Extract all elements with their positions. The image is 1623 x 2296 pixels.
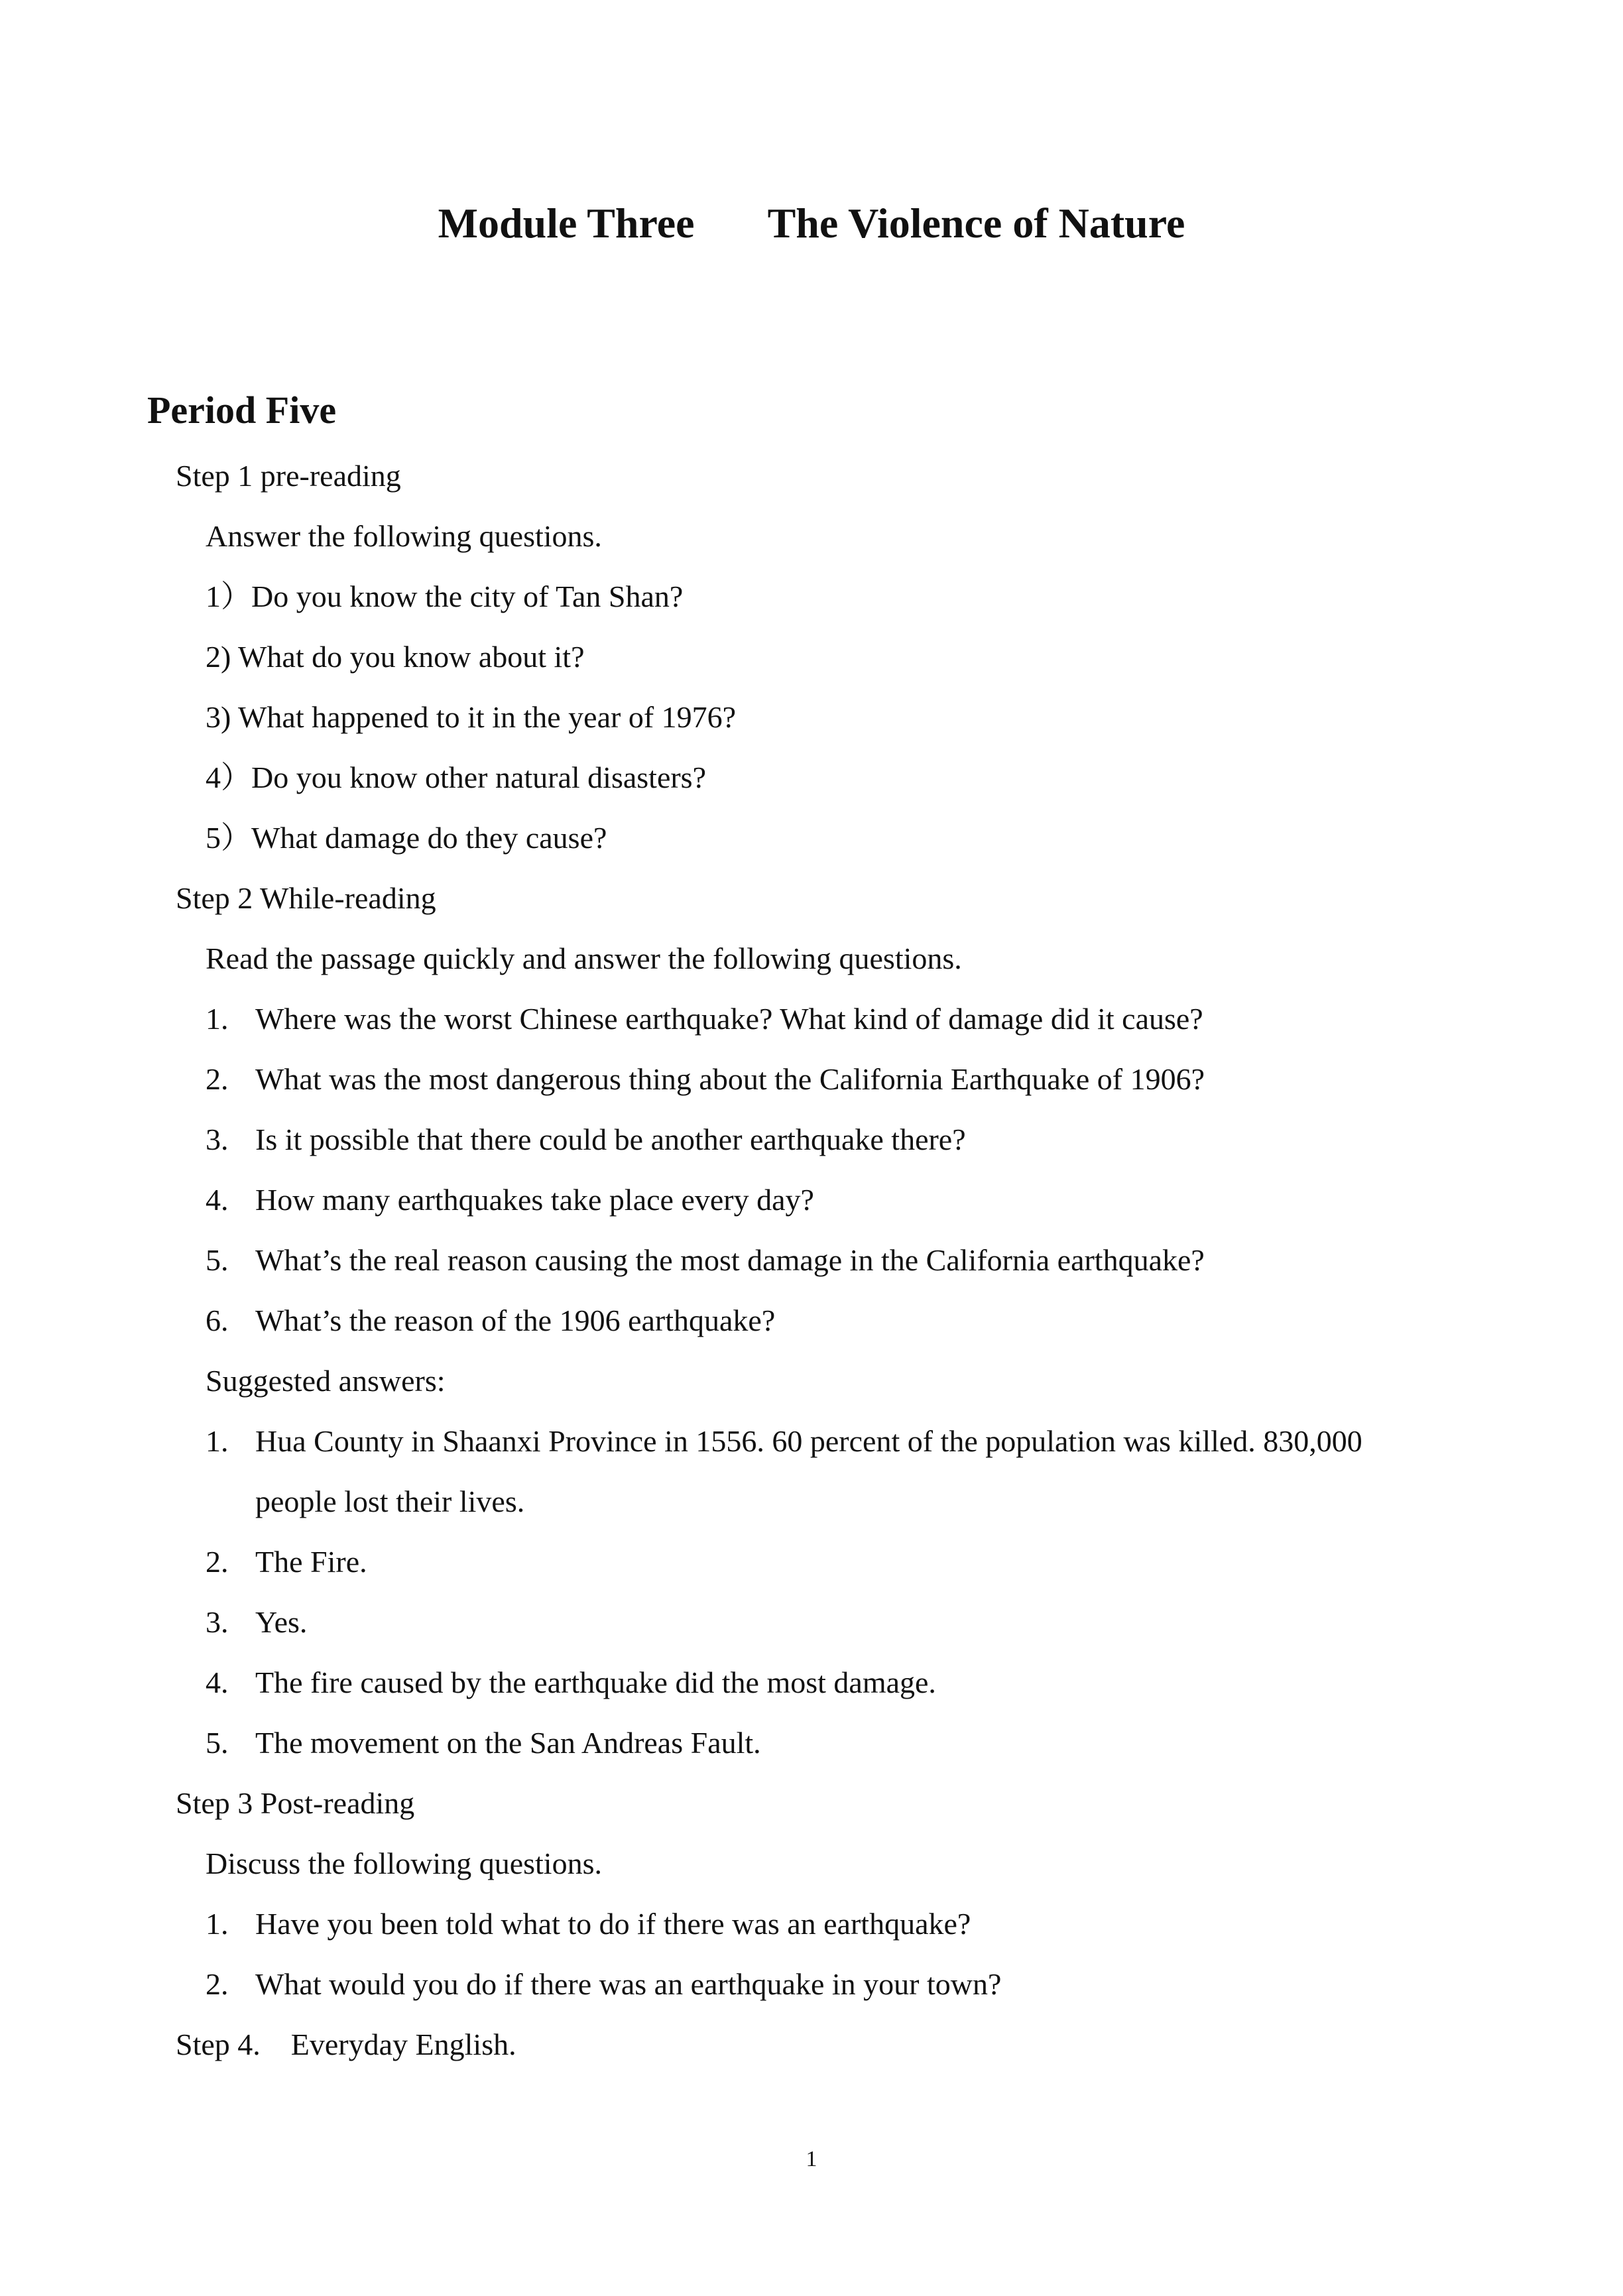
step2-question-text: How many earthquakes take place every day? bbox=[255, 1183, 814, 1217]
step2-question-number: 1. bbox=[206, 1002, 229, 1036]
step1-question: 3) What happened to it in the year of 1976? bbox=[206, 700, 737, 734]
answer-text: Hua County in Shaanxi Province in 1556. 60 percent of the population was killed. 830,000 bbox=[255, 1424, 1362, 1458]
answer-text: The Fire. bbox=[255, 1545, 367, 1579]
step2-question-text: What’s the real reason causing the most damage in the California earthquake? bbox=[255, 1243, 1205, 1277]
step2-question-number: 4. bbox=[206, 1183, 229, 1217]
document-title bbox=[0, 199, 1623, 248]
step1-heading: Step 1 pre-reading bbox=[176, 459, 401, 493]
title-module: Module Three bbox=[438, 200, 695, 247]
step2-question-text: What was the most dangerous thing about the California Earthquake of 1906? bbox=[255, 1062, 1205, 1096]
step3-heading: Step 3 Post-reading bbox=[176, 1786, 415, 1820]
step3-question-number: 1. bbox=[206, 1907, 229, 1941]
answer-number: 3. bbox=[206, 1605, 229, 1639]
answer-number: 1. bbox=[206, 1424, 229, 1458]
step2-question-number: 6. bbox=[206, 1303, 229, 1337]
step3-question-number: 2. bbox=[206, 1967, 229, 2001]
step2-question-text: What’s the reason of the 1906 earthquake? bbox=[255, 1303, 776, 1337]
step4-heading: Step 4. Everyday English. bbox=[176, 2027, 516, 2061]
step1-question: 4）Do you know other natural disasters? bbox=[206, 760, 707, 794]
period-heading: Period Five bbox=[147, 389, 337, 432]
answer-number: 2. bbox=[206, 1545, 229, 1579]
step2-question-number: 2. bbox=[206, 1062, 229, 1096]
step2-heading: Step 2 While-reading bbox=[176, 881, 436, 915]
step2-question-text: Is it possible that there could be another earthquake there? bbox=[255, 1122, 966, 1156]
answer-text: The fire caused by the earthquake did the most damage. bbox=[255, 1665, 936, 1699]
answer-text: Yes. bbox=[255, 1605, 308, 1639]
page-number: 1 bbox=[806, 2147, 817, 2171]
step3-question-text: Have you been told what to do if there was an earthquake? bbox=[255, 1907, 971, 1941]
title-topic: The Violence of Nature bbox=[767, 200, 1185, 247]
step2-question-text: Where was the worst Chinese earthquake? What kind of damage did it cause? bbox=[255, 1002, 1203, 1036]
step1-question: 2) What do you know about it? bbox=[206, 640, 585, 674]
step3-question-text: What would you do if there was an earthquake in your town? bbox=[255, 1967, 1002, 2001]
step2-instruction: Read the passage quickly and answer the following questions. bbox=[206, 941, 962, 975]
answer-text-continued: people lost their lives. bbox=[255, 1484, 525, 1518]
step1-question: 5）What damage do they cause? bbox=[206, 821, 607, 855]
step2-question-number: 5. bbox=[206, 1243, 229, 1277]
answer-text: The movement on the San Andreas Fault. bbox=[255, 1726, 761, 1760]
step1-question: 1）Do you know the city of Tan Shan? bbox=[206, 579, 684, 613]
answer-number: 4. bbox=[206, 1665, 229, 1699]
answers-heading: Suggested answers: bbox=[206, 1364, 446, 1398]
step1-instruction: Answer the following questions. bbox=[206, 519, 602, 553]
step2-question-number: 3. bbox=[206, 1122, 229, 1156]
step3-instruction: Discuss the following questions. bbox=[206, 1846, 602, 1880]
answer-number: 5. bbox=[206, 1726, 229, 1760]
